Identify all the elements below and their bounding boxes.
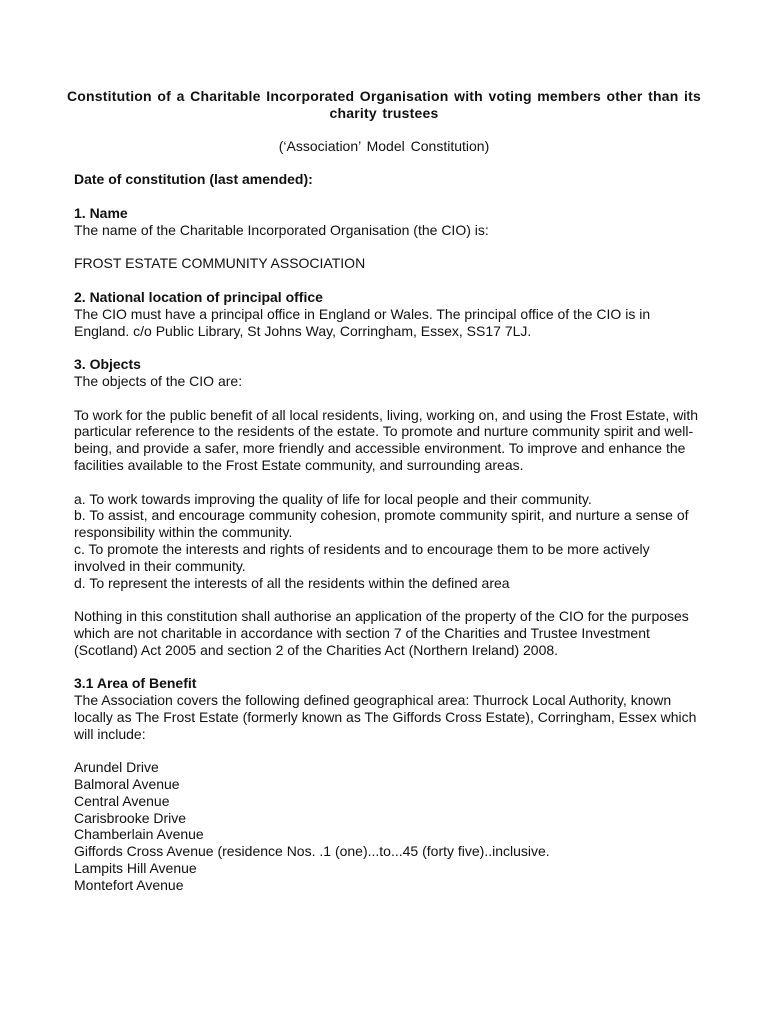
- date-of-constitution-label: Date of constitution (last amended):: [74, 171, 313, 187]
- section-heading-area-of-benefit: 3.1 Area of Benefit: [74, 675, 197, 692]
- section-heading-objects: 3. Objects: [74, 356, 141, 373]
- area-of-benefit-text: The Association covers the following defined geographical area: Thurrock Local Authority, known locally as The Frost Estate (formerly known as The Giffords Cross Estate), Corringham, Essex which will include:: [74, 692, 697, 742]
- objects-item-c: c. To promote the interests and rights of residents and to encourage them to be more actively involved in their community.: [74, 540, 650, 574]
- section-heading-name: 1. Name: [74, 205, 128, 221]
- objects-intro: The objects of the CIO are:: [74, 372, 243, 389]
- organisation-name: FROST ESTATE COMMUNITY ASSOCIATION: [74, 255, 366, 272]
- list-item: Chamberlain Avenue: [74, 826, 204, 843]
- list-item: Carisbrooke Drive: [74, 809, 187, 826]
- street-list: [74, 759, 704, 893]
- objects-item-b: b. To assist, and encourage community cohesion, promote community spirit, and nurture a sense of responsibility within the community.: [74, 507, 689, 541]
- objects-disclaimer: Nothing in this constitution shall authorise an application of the property of the CIO for the purposes which are not charitable in accordance with section 7 of the Charities and Trustee Investment (Scotland) Act 2005 and section 2 of the Charities Act (Northern Ireland) 2008.: [74, 608, 689, 658]
- section-heading-principal-office: 2. National location of principal office: [74, 288, 323, 305]
- list-item: Balmoral Avenue: [74, 776, 180, 793]
- objects-item-d: d. To represent the interests of all the residents within the defined area: [74, 574, 510, 591]
- objects-paragraph: To work for the public benefit of all local residents, living, working on, and using the Frost Estate, with particular reference to the residents of the estate. To promote and nurture community spirit and well-being, and provide a safer, more friendly and accessible environment. To improve and enhance the facilities available to the Frost Estate community, and surrounding areas.: [74, 406, 699, 473]
- list-item: Arundel Drive: [74, 759, 159, 776]
- list-item: Giffords Cross Avenue (residence Nos. .1 (one)...to...45 (forty five)..inclusive.: [74, 843, 550, 860]
- document-subtitle: (‘Association’ Model Constitution): [278, 138, 490, 154]
- name-intro: The name of the Charitable Incorporated Organisation (the CIO) is:: [74, 221, 489, 238]
- list-item: Lampits Hill Avenue: [74, 860, 197, 877]
- list-item: Central Avenue: [74, 792, 170, 809]
- objects-list: [74, 491, 704, 592]
- document-title: Constitution of a Charitable Incorporated Organisation with voting members other than its charity trustees: [66, 88, 701, 121]
- document-body: [74, 205, 704, 894]
- principal-office-text: The CIO must have a principal office in England or Wales. The principal office of the CIO is in England. c/o Public Library, St Johns Way, Corringham, Essex, SS17 7LJ.: [74, 305, 651, 339]
- objects-item-a: a. To work towards improving the quality of life for local people and their community.: [74, 490, 592, 507]
- list-item: Montefort Avenue: [74, 876, 184, 893]
